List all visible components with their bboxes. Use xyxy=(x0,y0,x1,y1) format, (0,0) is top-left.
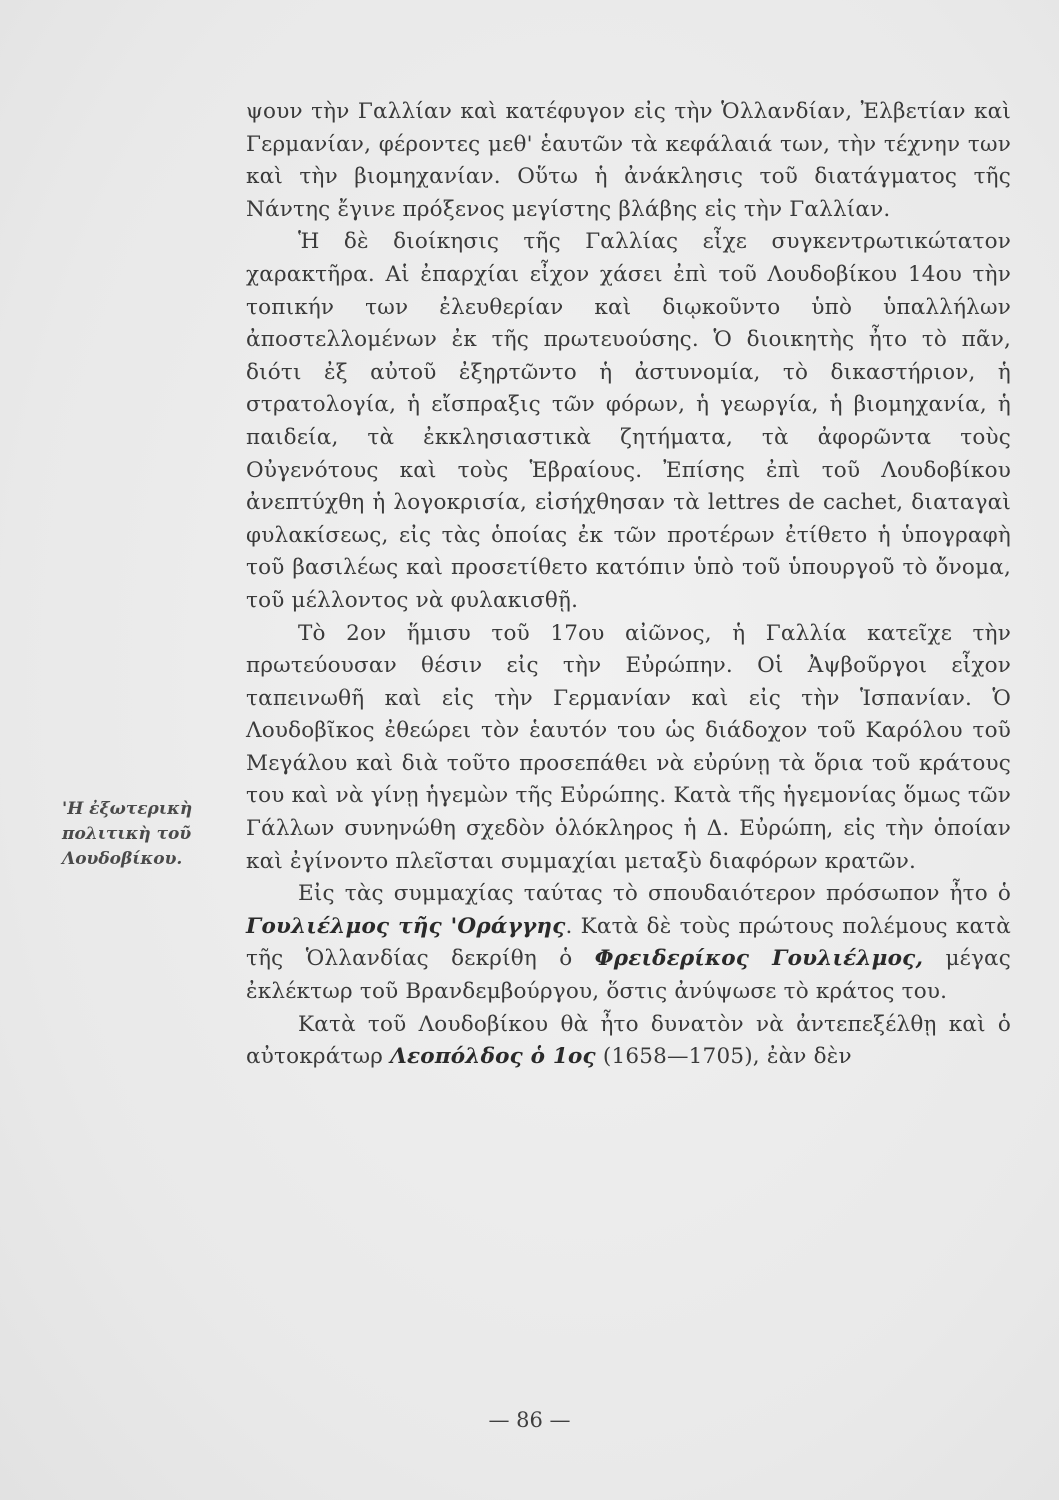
person-name-leopold-i: Λεοπόλδος ὁ 1ος xyxy=(390,1044,596,1070)
paragraph-4 xyxy=(246,878,1011,1008)
paragraph-5-text: (1658—1705), ἐὰν δὲν xyxy=(595,1044,852,1070)
paragraph-4-text: Εἰς τὰς συμμαχίας ταύτας τὸ σπουδαιότερον πρόσωπον ἦτο ὁ xyxy=(298,881,1011,907)
paragraph-5 xyxy=(246,1009,1011,1074)
body-text xyxy=(246,96,1011,1074)
person-name-william-of-orange: Γουλιέλμος τῆς 'Οράγγης xyxy=(246,913,566,939)
margin-note-line: Λουδοβίκου. xyxy=(62,849,183,869)
person-name-frederick-william: Φρειδερίκος Γουλιέλμος, xyxy=(594,946,924,972)
paragraph-2: Ἡ δὲ διοίκησις τῆς Γαλλίας εἶχε συγκεντρωτικώτατον χαρακτῆρα. Αἱ ἐπαρχίαι εἶχον χάσει ἐπὶ τοῦ Λουδοβίκου 14ου τὴν τοπικήν των ἐλευθερίαν καὶ διῳκοῦντο ὑπὸ ὑπαλλήλων ἀποστελλομένων ἐκ τῆς πρωτευούσης. Ὁ διοικητὴς ἦτο τὸ πᾶν, διότι ἐξ αὐτοῦ ἐξηρτῶντο ἡ ἀστυνομία, τὸ δικαστήριον, ἡ στρατολογία, ἡ εἴσπραξις τῶν φόρων, ἡ γεωργία, ἡ βιομηχανία, ἡ παιδεία, τὰ ἐκκλησιαστικὰ ζητήματα, τὰ ἀφορῶντα τοὺς Οὐγενότους καὶ τοὺς Ἑβραίους. Ἐπίσης ἐπὶ τοῦ Λουδοβίκου ἀνεπτύχθη ἡ λογοκρισία, εἰσήχθησαν τὰ lettres de cachet, διαταγαὶ φυλακίσεως, εἰς τὰς ὁποίας ἐκ τῶν προτέρων ἐτίθετο ἡ ὑπογραφὴ τοῦ βασιλέως καὶ προσετίθετο κατόπιν ὑπὸ τοῦ ὑπουργοῦ τὸ ὄνομα, τοῦ μέλλοντος νὰ φυλακισθῇ. xyxy=(246,229,1011,613)
paragraph-4-text: . Κατὰ δὲ τοὺς πρώτους πολέμους κατὰ τῆς Ὁλλανδίας δεκρίθη ὁ xyxy=(246,913,1011,972)
margin-note xyxy=(62,797,232,872)
margin-note-line: 'Η ἐξωτερικὴ xyxy=(62,799,193,819)
paragraph-1: ψουν τὴν Γαλλίαν καὶ κατέφυγον εἰς τὴν Ὁλλανδίαν, Ἐλβετίαν καὶ Γερμανίαν, φέροντες μεθ' ἑαυτῶν τὰ κεφάλαιά των, τὴν τέχνην των καὶ τὴν βιομηχανίαν. Οὕτω ἡ ἀνάκλησις τοῦ διατάγματος τῆς Νάντης ἔγινε πρόξενος μεγίστης βλάβης εἰς τὴν Γαλλίαν. xyxy=(246,99,1011,222)
margin-note-line: πολιτικὴ τοῦ xyxy=(62,824,192,844)
paragraph-5-text: Κατὰ τοῦ Λουδοβίκου θὰ ἦτο δυνατὸν νὰ ἀντεπεξέλθῃ καὶ ὁ αὐτοκράτωρ xyxy=(246,1011,1011,1070)
paragraph-4-text: μέγας ἐκλέκτωρ τοῦ Βρανδεμβούργου, ὅστις ἀνύψωσε τὸ κράτος του. xyxy=(246,946,1011,1005)
page-number: — 86 — xyxy=(488,1408,571,1432)
paragraph-3: Τὸ 2ον ἥμισυ τοῦ 17ου αἰῶνος, ἡ Γαλλία κατεῖχε τὴν πρωτεύουσαν θέσιν εἰς τὴν Εὐρώπην. Οἱ Ἀψβοῦργοι εἶχον ταπεινωθῆ καὶ εἰς τὴν Γερμανίαν καὶ εἰς τὴν Ἱσπανίαν. Ὁ Λουδοβῖκος ἐθεώρει τὸν ἑαυτόν του ὡς διάδοχον τοῦ Καρόλου τοῦ Μεγάλου καὶ διὰ τοῦτο προσεπάθει νὰ εὐρύνῃ τὰ ὅρια τοῦ κράτους του καὶ νὰ γίνῃ ἡγεμὼν τῆς Εὐρώπης. Κατὰ τῆς ἡγεμονίας ὅμως τῶν Γάλλων συνηνώθη σχεδὸν ὁλόκληρος ἡ Δ. Εὐρώπη, εἰς τὴν ὁποίαν καὶ ἐγίνοντο πλεῖσται συμμαχίαι μεταξὺ διαφόρων κρατῶν. xyxy=(246,620,1011,874)
